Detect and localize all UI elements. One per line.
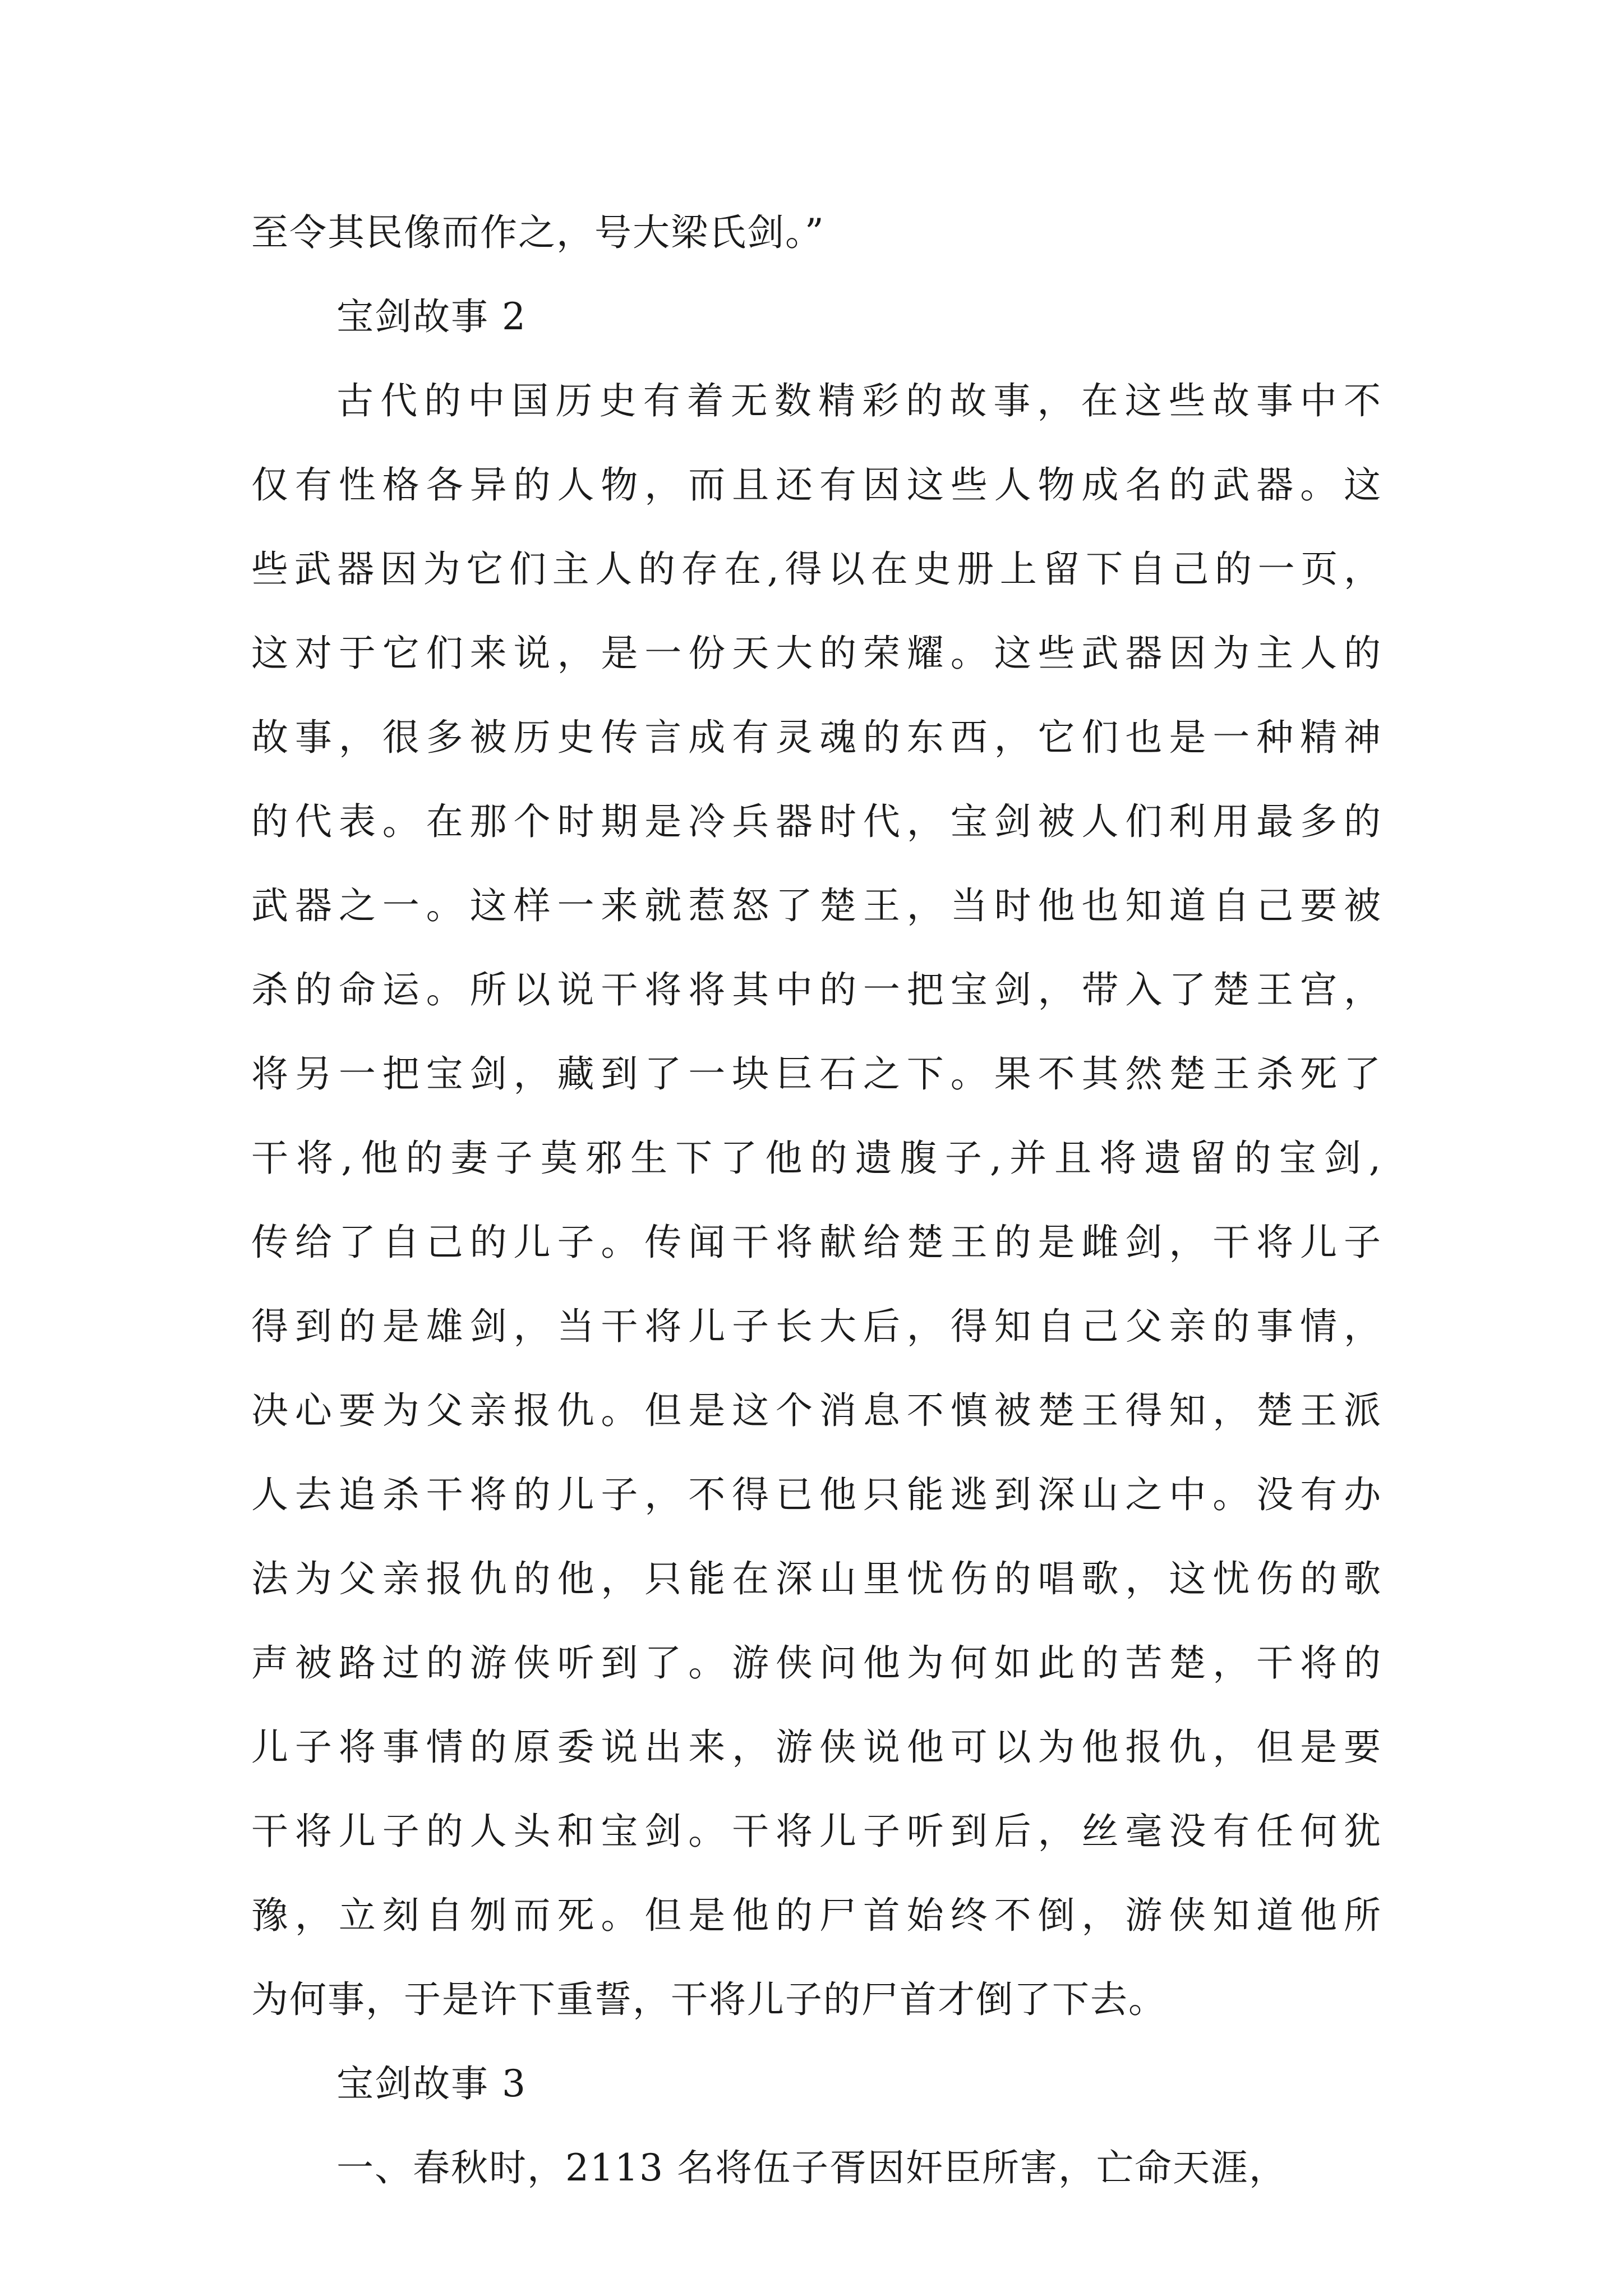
text-line: 得到的是雄剑，当干将儿子长大后，得知自己父亲的事情，: [251, 1305, 1382, 1348]
text-line: 干将儿子的人头和宝剑。干将儿子听到后，丝毫没有任何犹: [251, 1810, 1382, 1853]
text-line: 将另一把宝剑，藏到了一块巨石之下。果不其然楚王杀死了: [251, 1052, 1382, 1096]
paragraph-first-line: 一、春秋时，2113 名将伍子胥因奸臣所害，亡命天涯，: [336, 2146, 1287, 2189]
text-line: 的代表。在那个时期是冷兵器时代，宝剑被人们利用最多的: [251, 800, 1382, 843]
text-line: 干将,他的妻子莫邪生下了他的遗腹子,并且将遗留的宝剑,: [251, 1137, 1382, 1180]
text-line: 这对于它们来说，是一份天大的荣耀。这些武器因为主人的: [251, 632, 1382, 675]
text-line: 些武器因为它们主人的存在,得以在史册上留下自己的一页，: [251, 547, 1382, 591]
text-line: 为何事，于是许下重誓，干将儿子的尸首才倒了下去。: [251, 1978, 1166, 2021]
text-line: 人去追杀干将的儿子，不得已他只能逃到深山之中。没有办: [251, 1473, 1382, 1516]
text-line: 儿子将事情的原委说出来，游侠说他可以为他报仇，但是要: [251, 1726, 1382, 1769]
text-line: 豫，立刻自刎而死。但是他的尸首始终不倒，游侠知道他所: [251, 1894, 1382, 1937]
text-line: 法为父亲报仇的他，只能在深山里忧伤的唱歌，这忧伤的歌: [251, 1557, 1382, 1600]
text-line: 决心要为父亲报仇。但是这个消息不慎被楚王得知，楚王派: [251, 1389, 1382, 1432]
text-line: 杀的命运。所以说干将将其中的一把宝剑，带入了楚王宫，: [251, 968, 1382, 1011]
text-line: 传给了自己的儿子。传闻干将献给楚王的是雌剑，干将儿子: [251, 1221, 1382, 1264]
text-line: 仅有性格各异的人物，而且还有因这些人物成名的武器。这: [251, 463, 1382, 507]
text-line: 武器之一。这样一来就惹怒了楚王，当时他也知道自己要被: [251, 884, 1382, 927]
text-line: 故事，很多被历史传言成有灵魂的东西，它们也是一种精神: [251, 716, 1382, 759]
text-line: 声被路过的游侠听到了。游侠问他为何如此的苦楚，干将的: [251, 1641, 1382, 1685]
section-heading: 宝剑故事 3: [336, 2062, 527, 2105]
text-line: 至令其民像而作之，号大梁氏剑。”: [251, 211, 825, 254]
section-heading: 宝剑故事 2: [336, 295, 527, 338]
paragraph-first-line: 古代的中国历史有着无数精彩的故事，在这些故事中不: [336, 379, 1382, 422]
